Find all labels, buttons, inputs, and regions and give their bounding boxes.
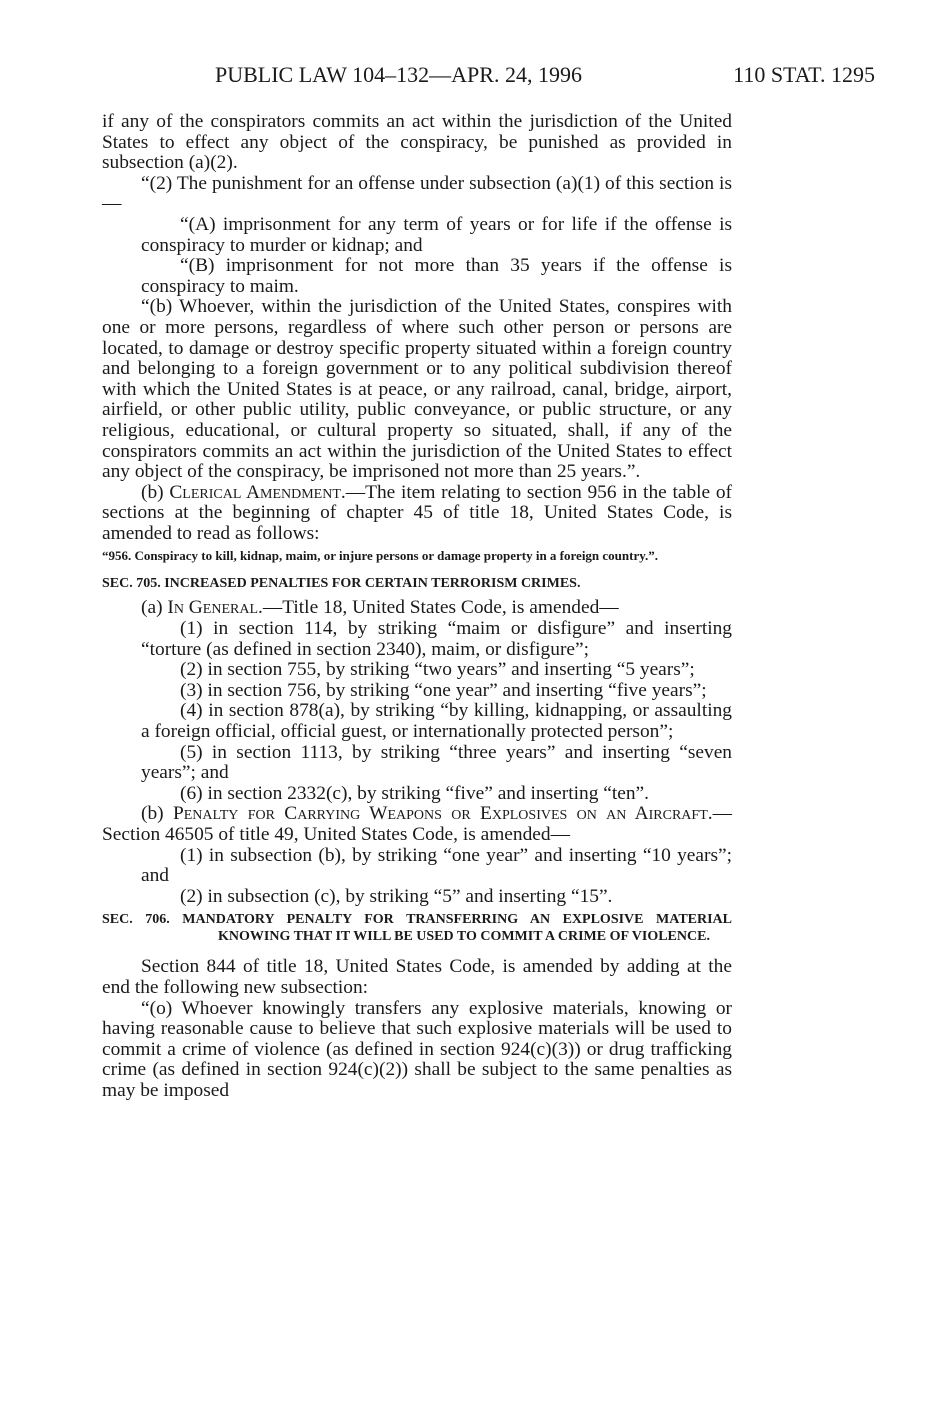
paragraph: (a) In General.—Title 18, United States Code, is amended—: [141, 597, 619, 619]
paragraph: if any of the conspirators commits an act within the jurisdiction of the United States to effect any object of the conspiracy, be punished as provided in subsection (a)(2).: [102, 111, 732, 174]
paragraph: (4) in section 878(a), by striking “by killing, kidnapping, or assaulting a foreign official, official guest, or internationally protected person”;: [141, 700, 732, 743]
paragraph: “(b) Whoever, within the jurisdiction of the United States, conspires with one or more persons, regardless of where such other person or persons are located, to damage or destroy specific property situated within a foreign country and belonging to a foreign government or to any political subdivision thereof with which the United States is at peace, or any railroad, canal, bridge, airport, airfield, or other public utility, public conveyance, or public structure, or any religious, educational, or cultural property so situated, shall, if any of the conspirators commits an act within the jurisdiction of the United States to effect any object of the conspiracy, be imprisoned not more than 25 years.”.: [102, 296, 732, 483]
law-title: PUBLIC LAW 104–132—APR. 24, 1996: [215, 62, 582, 87]
subsection-heading: Penalty for Carrying Weapons or Explosives on an Aircraft.: [172, 803, 713, 825]
paragraph: (2) in subsection (c), by striking “5” and inserting “15”.: [180, 885, 613, 907]
paragraph: “(2) The punishment for an offense under subsection (a)(1) of this section is—: [102, 172, 732, 215]
page-header: [215, 62, 875, 92]
table-of-sections-entry: “956. Conspiracy to kill, kidnap, maim, or injure persons or damage property in a foreign country.”.: [102, 548, 659, 564]
paragraph: “(A) imprisonment for any term of years or for life if the offense is conspiracy to murder or kidnap; and: [141, 213, 732, 256]
subsection-text: —Title 18, United States Code, is amended—: [262, 597, 619, 619]
paragraph: (3) in section 756, by striking “one year” and inserting “five years”;: [180, 679, 707, 701]
paragraph: (b) Clerical Amendment.—The item relating to section 956 in the table of sections at the beginning of chapter 45 of title 18, United States Code, is amended to read as follows:: [102, 481, 732, 544]
paragraph: “(B) imprisonment for not more than 35 years if the offense is conspiracy to maim.: [141, 255, 732, 297]
paragraph: “(o) Whoever knowingly transfers any explosive materials, knowing or having reasonable cause to believe that such explosive materials will be used to commit a crime of violence (as defined in section 924(c)(3)) or drug trafficking crime (as defined in section 924(c)(2)) shall be subject to the same penalties as may be imposed: [102, 997, 732, 1101]
paragraph: Section 844 of title 18, United States Code, is amended by adding at the end the following new subsection:: [102, 956, 732, 998]
paragraph: (1) in subsection (b), by striking “one year” and inserting “10 years”; and: [141, 844, 732, 887]
subsection-heading: Clerical Amendment.: [169, 481, 346, 503]
paragraph: (b) Penalty for Carrying Weapons or Explosives on an Aircraft.—Section 46505 of title 49, United States Code, is amended—: [102, 803, 732, 845]
section-heading-705: SEC. 705. INCREASED PENALTIES FOR CERTAIN TERRORISM CRIMES.: [102, 576, 581, 592]
statute-page: 110 STAT. 1295: [733, 62, 875, 87]
paragraph: (1) in section 114, by striking “maim or disfigure” and inserting “torture (as defined in section 2340), maim, or disfigure”;: [141, 618, 732, 660]
paragraph: (5) in section 1113, by striking “three years” and inserting “seven years”; and: [141, 741, 732, 784]
subsection-text: —Section 46505 of title 49, United States Code, is amended—: [102, 803, 732, 845]
document-body: [102, 112, 732, 1102]
subsection-text: —The item relating to section 956 in the table of sections at the beginning of chapter 45 of title 18, United States Code, is amended to read as follows:: [102, 481, 732, 544]
subsection-heading: In General.: [167, 597, 263, 619]
section-heading-706: SEC. 706. MANDATORY PENALTY FOR TRANSFERRING AN EXPLOSIVE MATERIAL KNOWING THAT IT WILL BE USED TO COMMIT A CRIME OF VIOLENCE.: [102, 912, 732, 945]
paragraph: (6) in section 2332(c), by striking “five” and inserting “ten”.: [180, 782, 650, 804]
paragraph: (2) in section 755, by striking “two years” and inserting “5 years”;: [180, 659, 695, 681]
